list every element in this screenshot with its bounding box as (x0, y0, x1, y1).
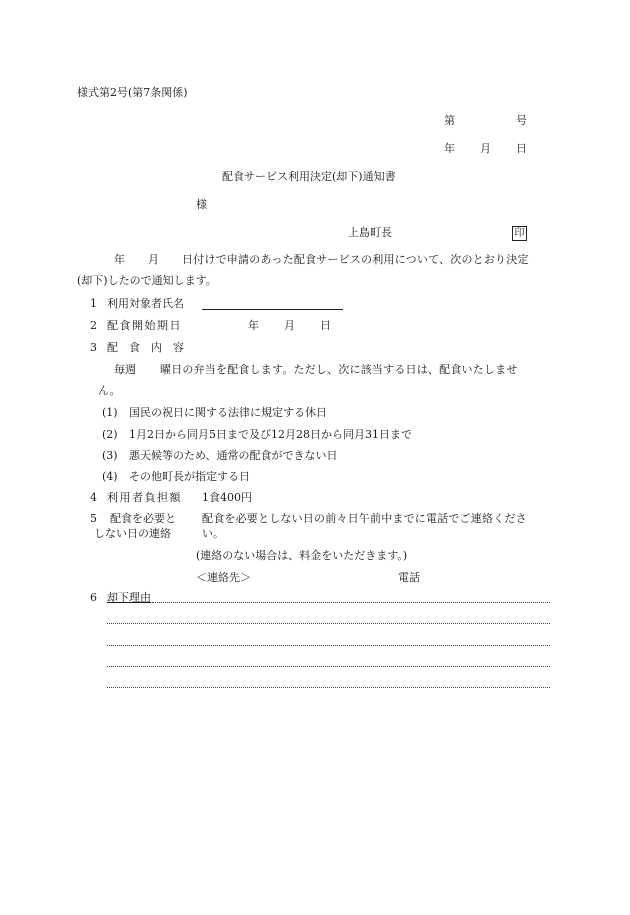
date-year: 年 (444, 142, 455, 155)
intro-text-cont: (却下)したので通知します。 (77, 274, 217, 287)
label-recipient-name: 利用対象者氏名 (107, 297, 184, 310)
label-rejection-reason: 却下理由 (107, 591, 151, 604)
rejection-reason-line (107, 623, 550, 624)
issuer: 上島町長 (348, 226, 392, 239)
recipient-name-line (202, 309, 343, 310)
date-day: 日 (516, 142, 527, 155)
document-title: 配食サービス利用決定(却下)通知書 (222, 170, 396, 183)
exception-new-year: 1月2日から同月5日まで及び12月28日から同月31日まで (129, 428, 412, 441)
phone-label: 電話 (398, 571, 420, 584)
label-start-date: 配食開始期日 (107, 319, 182, 332)
exception-other: その他町長が指定する日 (129, 470, 250, 483)
item-number: 2 (90, 319, 97, 332)
item-number: 3 (90, 341, 97, 354)
number-suffix: 号 (516, 114, 527, 127)
rejection-reason-line (152, 602, 550, 603)
user-charge-value: 1食400円 (202, 491, 252, 504)
exception-holiday: 国民の祝日に関する法律に規定する休日 (129, 406, 327, 419)
rejection-reason-line (107, 645, 550, 646)
item-number: 1 (90, 297, 97, 310)
rejection-reason-line (107, 666, 550, 667)
label-no-meal-contact: 配食を必要と (110, 512, 176, 525)
seal-mark: 印 (512, 226, 527, 241)
no-contact-fee-note: (連絡のない場合は、料金をいただきます。) (196, 549, 408, 562)
no-meal-contact-text-cont: い。 (202, 527, 224, 540)
date-month: 月 (480, 142, 491, 155)
start-day: 日 (320, 319, 331, 332)
form-id: 様式第2号(第7条関係) (77, 86, 188, 99)
exception-weather: 悪天候等のため、通常の配食ができない日 (129, 449, 338, 462)
start-month: 月 (284, 319, 295, 332)
sub-number: (4) (102, 470, 118, 483)
intro-month: 月 (148, 253, 159, 266)
sub-number: (3) (102, 449, 118, 462)
sub-number: (2) (102, 428, 118, 441)
number-prefix: 第 (444, 114, 455, 127)
label-meal-content: 配 食 内 容 (107, 341, 184, 354)
item-number: 6 (90, 591, 97, 604)
rejection-reason-line (107, 687, 550, 688)
no-meal-contact-text: 配食を必要としない日の前々日午前中までに電話でご連絡くださ (202, 512, 527, 525)
weekly-text-cont: ん。 (98, 384, 121, 397)
item-number: 4 (90, 491, 97, 504)
label-no-meal-contact-cont: しない日の連絡 (94, 527, 171, 540)
start-year: 年 (248, 319, 259, 332)
intro-year: 年 (114, 253, 125, 266)
item-number: 5 (90, 512, 97, 525)
addressee-suffix: 様 (196, 198, 207, 211)
intro-text: 日付けで申請のあった配食サービスの利用について、次のとおり決定 (182, 253, 529, 266)
contact-label: ＜連絡先＞ (196, 571, 251, 584)
label-user-charge: 利用者負担額 (107, 491, 182, 504)
weekly-label: 毎週 (114, 363, 136, 376)
weekly-text: 曜日の弁当を配食します。ただし、次に該当する日は、配食いたしませ (160, 363, 518, 376)
sub-number: (1) (102, 406, 118, 419)
